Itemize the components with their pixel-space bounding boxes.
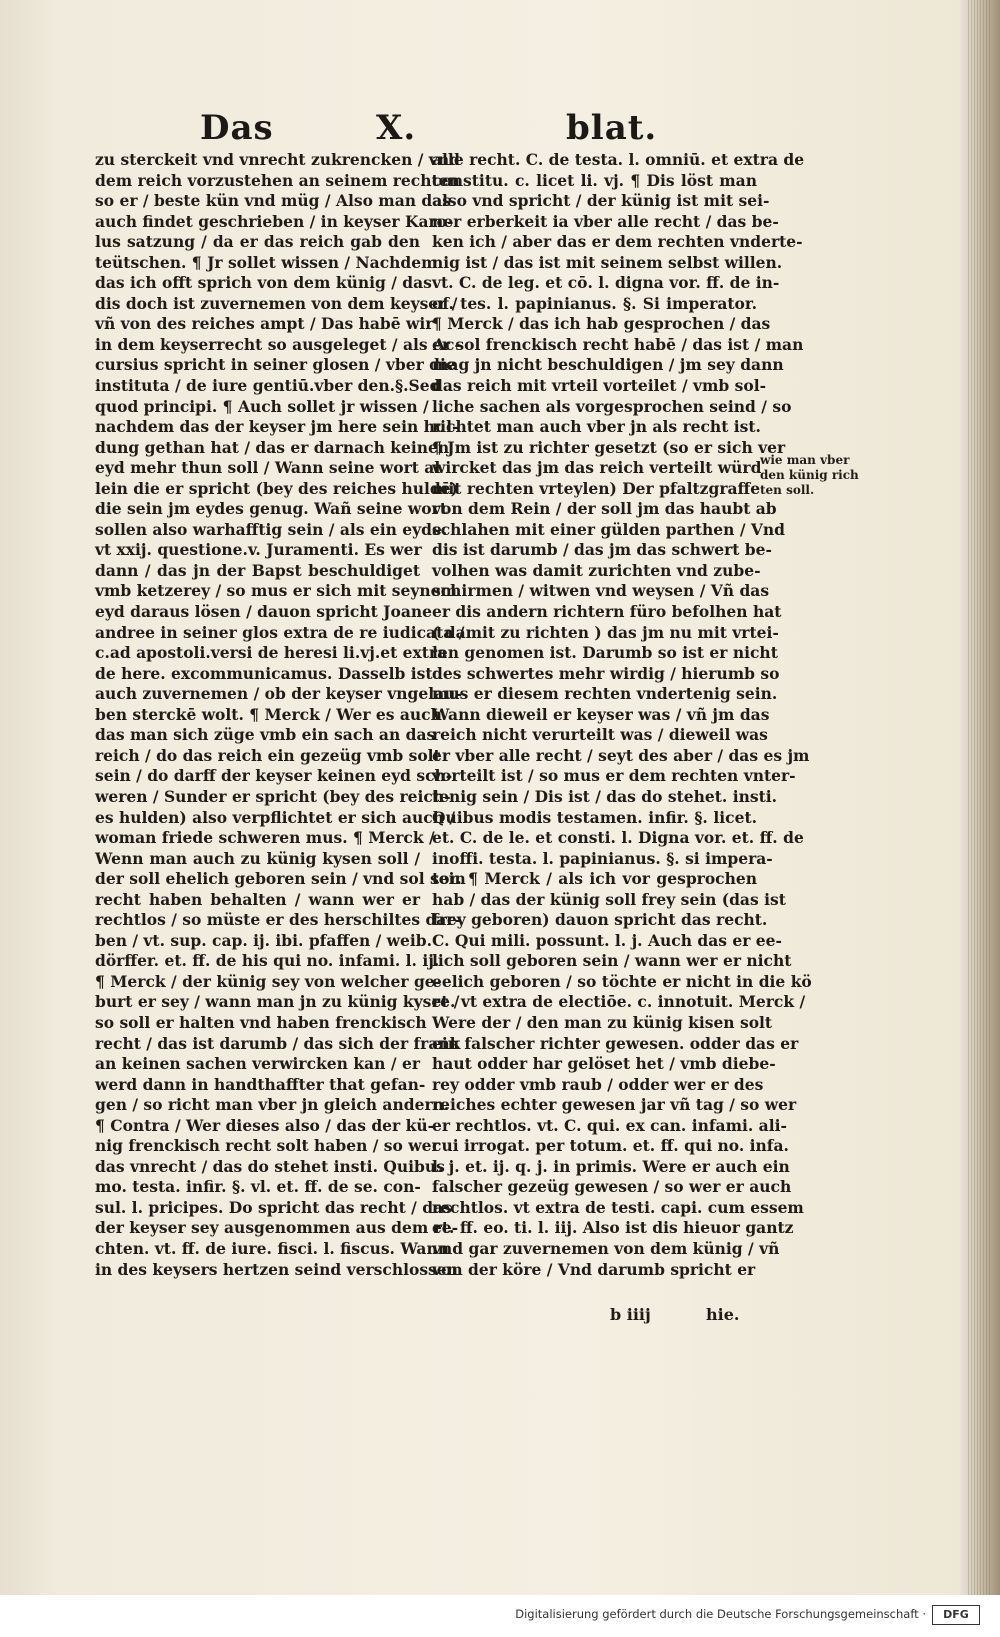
text-line: re. vt extra de electiōe. c. innotuit. Merck / xyxy=(432,992,806,1012)
text-line: mit rechten vrteylen) Der pfaltzgraffe xyxy=(432,478,761,498)
text-line: ¶ Jm ist zu richter gesetzt (so er sich ver xyxy=(432,437,786,457)
text-line: c.ad apostoli.versi de heresi li.vj.et extra xyxy=(95,643,448,663)
text-line: haut odder har gelöset het / vmb diebe- xyxy=(432,1054,776,1074)
text-line: quod principi. ¶ Auch sollet jr wissen / xyxy=(95,396,429,416)
text-line: reiches echter gewesen jar vñ tag / so wer xyxy=(432,1095,797,1115)
text-line: C. Qui mili. possunt. l. j. Auch das er ee- xyxy=(432,930,782,950)
text-line: es hulden) also verpflichtet er sich auch / xyxy=(95,807,456,827)
text-line: de here. excommunicamus. Dasselb ist xyxy=(95,663,433,683)
text-line: nig ist / das ist mit seinem selbst willen. xyxy=(432,252,783,272)
marginal-note-line: wie man vber xyxy=(760,453,850,467)
catchword: hie. xyxy=(706,1305,740,1324)
text-line: der keyser sey ausgenommen aus dem re- xyxy=(95,1218,459,1238)
text-line: recht / das ist darumb / das sich der frank xyxy=(95,1033,461,1053)
text-line: rechtlos. vt extra de testi. capi. cum essem xyxy=(432,1197,804,1217)
text-line: so soll er halten vnd haben frenckisch xyxy=(95,1012,427,1032)
text-line: mo. testa. infir. §. vl. et. ff. de se. con- xyxy=(95,1177,421,1197)
text-line: rechtlos / so müste er des herschiltes dar- xyxy=(95,910,461,930)
text-line: constitu. c. licet li. vj. ¶ Dis löst man xyxy=(432,170,757,190)
text-line: in des keysers hertzen seind verschlossen xyxy=(95,1259,458,1279)
text-line: er dis andern richtern füro befolhen hat xyxy=(432,602,782,622)
text-line: in dem keyserrecht so ausgeleget / als Ac- xyxy=(95,334,461,354)
text-line: reich nicht verurteilt was / dieweil was xyxy=(432,725,768,745)
text-line: l. j. et. ij. q. j. in primis. Were er auch ein xyxy=(432,1156,790,1176)
text-line: liche sachen als vorgesprochen seind / so xyxy=(432,396,792,416)
text-line: lich soll geboren sein / wann wer er nicht xyxy=(432,951,792,971)
text-line: woman friede schweren mus. ¶ Merck / xyxy=(95,828,435,848)
text-line: sul. l. pricipes. Do spricht das recht / das xyxy=(95,1197,452,1217)
text-line: vt. C. de leg. et cō. l. digna vor. ff. de in- xyxy=(432,273,780,293)
text-line: gen / so richt man vber jn gleich andern. xyxy=(95,1095,450,1115)
text-line: vñ von des reiches ampt / Das habē wir xyxy=(95,314,434,334)
text-line: der soll ehelich geboren sein / vnd sol sein xyxy=(95,869,466,889)
text-line: dann / das jn der Bapst beschuldiget xyxy=(95,560,420,580)
marginal-note-line: den künig rich xyxy=(760,468,859,482)
text-line: Wenn man auch zu künig kysen soll / xyxy=(95,848,420,868)
book-edge xyxy=(960,0,1000,1595)
signature-mark: b iiij xyxy=(610,1305,651,1324)
text-line: so er / beste kün vnd müg / Also man das xyxy=(95,191,452,211)
text-line: weren / Sunder er spricht (bey des reich- xyxy=(95,786,451,806)
text-line: reich / do das reich ein gezeüg vmb solt xyxy=(95,745,441,765)
text-column-left xyxy=(95,150,466,1280)
text-line: sein / do darff der keyser keinen eyd sch- xyxy=(95,766,453,786)
text-line: cursius spricht in seiner glosen / vber die xyxy=(95,355,456,375)
text-line: of. tes. l. papinianus. §. Si imperator. xyxy=(432,293,757,313)
text-line: ner erberkeit ia vber alle recht / das be- xyxy=(432,211,779,231)
text-line: tenig sein / Dis ist / das do stehet. insti. xyxy=(432,786,778,806)
text-line: er sol frenckisch recht habē / das ist / man xyxy=(432,334,804,354)
text-line: vt xxij. questione.v. Juramenti. Es wer xyxy=(95,540,422,560)
text-line: ¶ Merck / der künig sey von welcher ge- xyxy=(95,971,442,991)
text-line: auch findet geschrieben / in keyser Karo- xyxy=(95,211,454,231)
text-line: ben sterckē wolt. ¶ Merck / Wer es auch xyxy=(95,704,442,724)
running-head-left: Das xyxy=(200,108,274,148)
text-line: das man sich züge vmb ein sach an das xyxy=(95,725,436,745)
text-line: auch zuvernemen / ob der keyser vngelau- xyxy=(95,684,462,704)
dfg-logo: DFG xyxy=(932,1605,980,1625)
text-line: Wann dieweil er keyser was / vñ jm das xyxy=(432,704,770,724)
running-head-center: X. xyxy=(376,108,417,148)
text-line: tor. ¶ Merck / als ich vor gesprochen xyxy=(432,869,757,889)
text-line: inoffi. testa. l. papinianus. §. si impera- xyxy=(432,848,773,868)
text-line: rey odder vmb raub / odder wer er des xyxy=(432,1074,764,1094)
text-line: Were der / den man zu künig kisen solt xyxy=(432,1012,773,1032)
text-line: das vnrecht / das do stehet insti. Quibus xyxy=(95,1156,445,1176)
text-line: ( damit zu richten ) das jm nu mit vrtei- xyxy=(432,622,779,642)
text-line: dörffer. et. ff. de his qui no. infami. l. ij. xyxy=(95,951,440,971)
marginal-note-line: ten soll. xyxy=(760,483,815,497)
text-line: vnd gar zuvernemen von dem künig / vñ xyxy=(432,1238,780,1258)
text-line: andree in seiner glos extra de re iudicata / xyxy=(95,622,465,642)
text-line: eelich geboren / so töchte er nicht in die kö xyxy=(432,971,812,991)
text-line: das ich offt sprich von dem künig / das xyxy=(95,273,432,293)
text-line: schirmen / witwen vnd weysen / Vñ das xyxy=(432,581,770,601)
text-line: mag jn nicht beschuldigen / jm sey dann xyxy=(432,355,784,375)
text-line: von der köre / Vnd darumb spricht er xyxy=(432,1259,756,1279)
text-line: frey geboren) dauon spricht das recht. xyxy=(432,910,768,930)
text-line: falscher gezeüg gewesen / so wer er auch xyxy=(432,1177,792,1197)
text-line: instituta / de iure gentiū.vber den.§.Sed xyxy=(95,376,441,396)
text-line: schlahen mit einer gülden parthen / Vnd xyxy=(432,519,786,539)
text-line: et. C. de le. et consti. l. Digna vor. et. ff. de xyxy=(432,828,804,848)
text-line: lus satzung / da er das reich gab den xyxy=(95,232,420,252)
text-line: hab / das der künig soll frey sein (das ist xyxy=(432,889,786,909)
text-line: wircket das jm das reich verteilt würd xyxy=(432,458,762,478)
text-line: nig frenckisch recht solt haben / so wer xyxy=(95,1136,440,1156)
text-line: sollen also warhafftig sein / als ein eyde. xyxy=(95,519,448,539)
text-line: die sein jm eydes genug. Wañ seine wort xyxy=(95,499,447,519)
marginal-note xyxy=(760,453,859,498)
text-line: dis doch ist zuvernemen von dem keyser / xyxy=(95,293,458,313)
text-line: teütschen. ¶ Jr sollet wissen / Nachdem xyxy=(95,252,438,272)
text-line: mus er diesem rechten vndertenig sein. xyxy=(432,684,778,704)
text-line: eyd mehr thun soll / Wann seine wort al xyxy=(95,458,441,478)
text-line: dem reich vorzustehen an seinem rechten xyxy=(95,170,460,190)
text-line: an keinen sachen verwircken kan / er xyxy=(95,1054,420,1074)
text-line: Quibus modis testamen. infir. §. licet. xyxy=(432,807,757,827)
text-line: ¶ Merck / das ich hab gesprochen / das xyxy=(432,314,771,334)
text-line: er vber alle recht / seyt des aber / das es jm xyxy=(432,745,810,765)
text-line: des schwertes mehr wirdig / hierumb so xyxy=(432,663,780,683)
text-line: et. ff. eo. ti. l. iij. Also ist dis hieuor gantz xyxy=(432,1218,794,1238)
text-line: vorteilt ist / so mus er dem rechten vnter- xyxy=(432,766,796,786)
running-head-right: blat. xyxy=(566,108,658,148)
text-line: zu sterckeit vnd vnrecht zukrencken / vnd xyxy=(95,150,460,169)
text-line: werd dann in handthaffter that gefan- xyxy=(95,1074,426,1094)
text-line: richtet man auch vber jn als recht ist. xyxy=(432,417,761,437)
text-line: dis ist darumb / das jm das schwert be- xyxy=(432,540,772,560)
text-line: er rechtlos. vt. C. qui. ex can. infami. ali- xyxy=(432,1115,787,1135)
text-line: ¶ Contra / Wer dieses also / das der kü- xyxy=(95,1115,435,1135)
text-line: ben / vt. sup. cap. ij. ibi. pfaffen / weib. xyxy=(95,930,432,950)
text-line: cui irrogat. per totum. et. ff. qui no. infa. xyxy=(432,1136,789,1156)
text-line: chten. vt. ff. de iure. fisci. l. fiscus. Wann xyxy=(95,1238,449,1258)
text-line: alle recht. C. de testa. l. omniū. et extra de xyxy=(432,150,805,169)
text-line: burt er sey / wann man jn zu künig kyset / xyxy=(95,992,460,1012)
text-line: dung gethan hat / das er darnach keinen xyxy=(95,437,450,457)
text-line: len genomen ist. Darumb so ist er nicht xyxy=(432,643,778,663)
text-line: recht haben behalten / wann wer er xyxy=(95,889,420,909)
text-line: ein falscher richter gewesen. odder das er xyxy=(432,1033,799,1053)
text-line: lein die er spricht (bey des reiches huldē) xyxy=(95,478,458,498)
text-line: volhen was damit zurichten vnd zube- xyxy=(432,560,761,580)
footer-bar xyxy=(0,1595,1000,1637)
footer-credit: Digitalisierung gefördert durch die Deutsche Forschungsgemeinschaft · xyxy=(515,1607,926,1621)
text-line: ken ich / aber das er dem rechten vnderte- xyxy=(432,232,803,252)
text-line: nachdem das der keyser jm here sein hul- xyxy=(95,417,459,437)
text-line: von dem Rein / der soll jm das haubt ab xyxy=(432,499,777,519)
text-line: vmb ketzerey / so mus er sich mit seynem xyxy=(95,581,457,601)
text-line: das reich mit vrteil vorteilet / vmb sol- xyxy=(432,376,767,396)
text-line: eyd daraus lösen / dauon spricht Joane xyxy=(95,602,433,622)
text-line: also vnd spricht / der künig ist mit sei- xyxy=(432,191,770,211)
